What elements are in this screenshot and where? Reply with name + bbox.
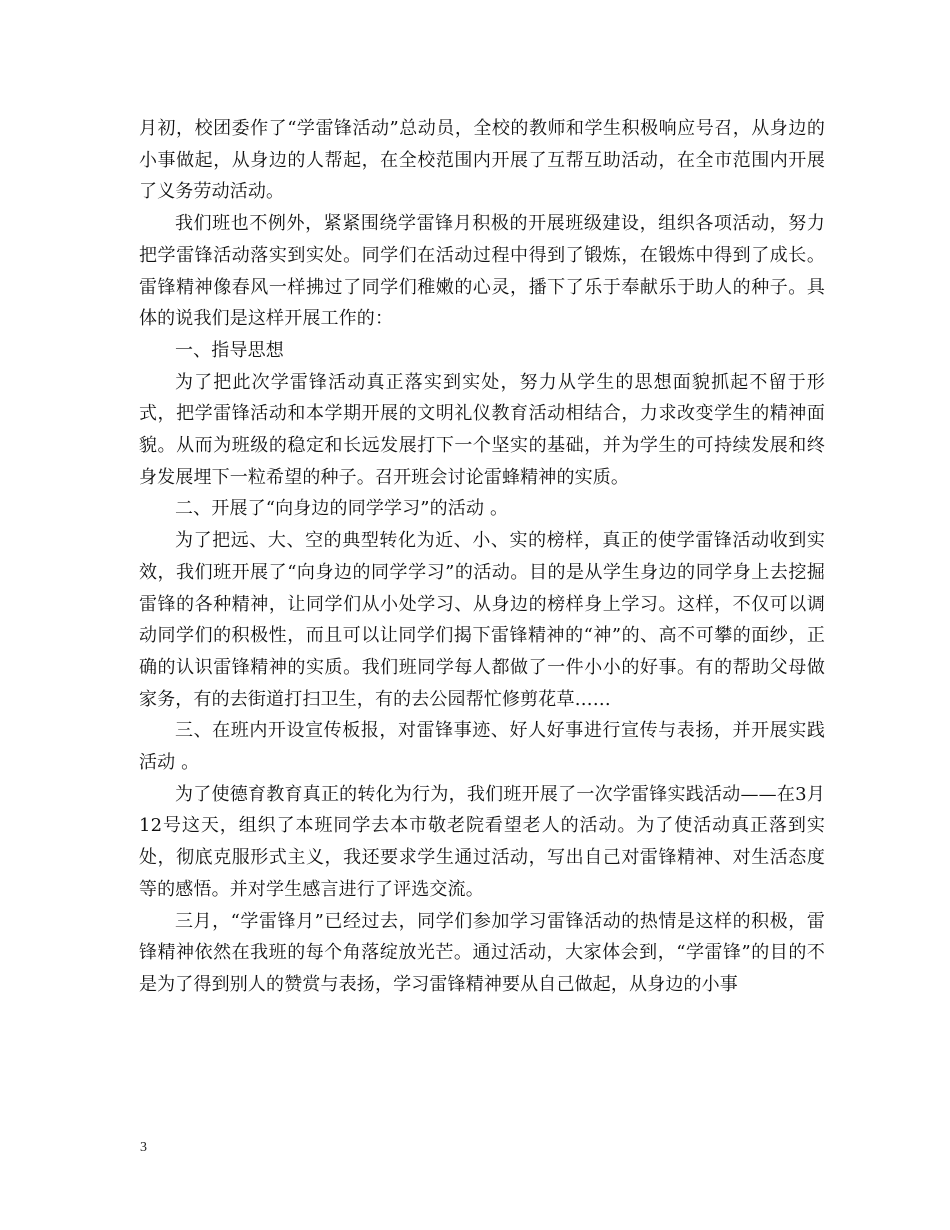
paragraph-class-activities: 我们班也不例外，紧紧围绕学雷锋月积极的开展班级建设，组织各项活动，努力把学雷锋活动落实到实处。同学们在活动过程中得到了锻炼，在锻炼中得到了成长。雷锋精神像春风一样拂过了同学们稚嫩的心灵，播下了乐于奉献乐于助人的种子。具体的说我们是这样开展工作的： xyxy=(139,213,825,330)
section-heading-guiding-thought: 一、指导思想 xyxy=(175,339,284,361)
document-body xyxy=(139,113,825,1001)
section-heading-blackboard-newspaper: 三、在班内开设宣传板报，对雷锋事迹、好人好事进行宣传与表扬，并开展实践活动 。 xyxy=(139,720,825,774)
paragraph-practice-activity: 为了使德育教育真正的转化为行为，我们班开展了一次学雷锋实践活动——在3月12号这天，组织了本班同学去本市敬老院看望老人的活动。为了使活动真正落到实处，彻底克服形式主义，我还要求学生通过活动，写出自己对雷锋精神、对生活态度等的感悟。并对学生感言进行了评选交流。 xyxy=(139,783,825,900)
paragraph-guiding-thought: 为了把此次学雷锋活动真正落实到实处，努力从学生的思想面貌抓起不留于形式，把学雷锋活动和本学期开展的文明礼仪教育活动相结合，力求改变学生的精神面貌。从而为班级的稳定和长远发展打下一个坚实的基础，并为学生的可持续发展和终身发展埋下一粒希望的种子。召开班会讨论雷蜂精神的实质。 xyxy=(139,371,825,488)
page-number: 3 xyxy=(140,1140,147,1155)
paragraph-intro-continued: 月初，校团委作了“学雷锋活动”总动员，全校的教师和学生积极响应号召，从身边的小事做起，从身边的人帮起，在全校范围内开展了互帮互助活动，在全市范围内开展了义务劳动活动。 xyxy=(139,118,825,203)
section-heading-learn-from-classmates: 二、开展了“向身边的同学学习”的活动 。 xyxy=(175,498,509,520)
paragraph-learn-from-classmates: 为了把远、大、空的典型转化为近、小、实的榜样，真正的使学雷锋活动收到实效，我们班开展了“向身边的同学学习”的活动。目的是从学生身边的同学身上去挖掘雷锋的各种精神，让同学们从小处学习、从身边的榜样身上学习。这样，不仅可以调动同学们的积极性，而且可以让同学们揭下雷锋精神的“神”的、高不可攀的面纱，正确的认识雷锋精神的实质。我们班同学每人都做了一件小小的好事。有的帮助父母做家务，有的去街道打扫卫生，有的去公园帮忙修剪花草…… xyxy=(139,530,825,710)
paragraph-conclusion: 三月，“学雷锋月”已经过去，同学们参加学习雷锋活动的热情是这样的积极，雷锋精神依然在我班的每个角落绽放光芒。通过活动，大家体会到，“学雷锋”的目的不是为了得到别人的赞赏与表扬，学习雷锋精神要从自己做起，从身边的小事 xyxy=(139,910,825,995)
